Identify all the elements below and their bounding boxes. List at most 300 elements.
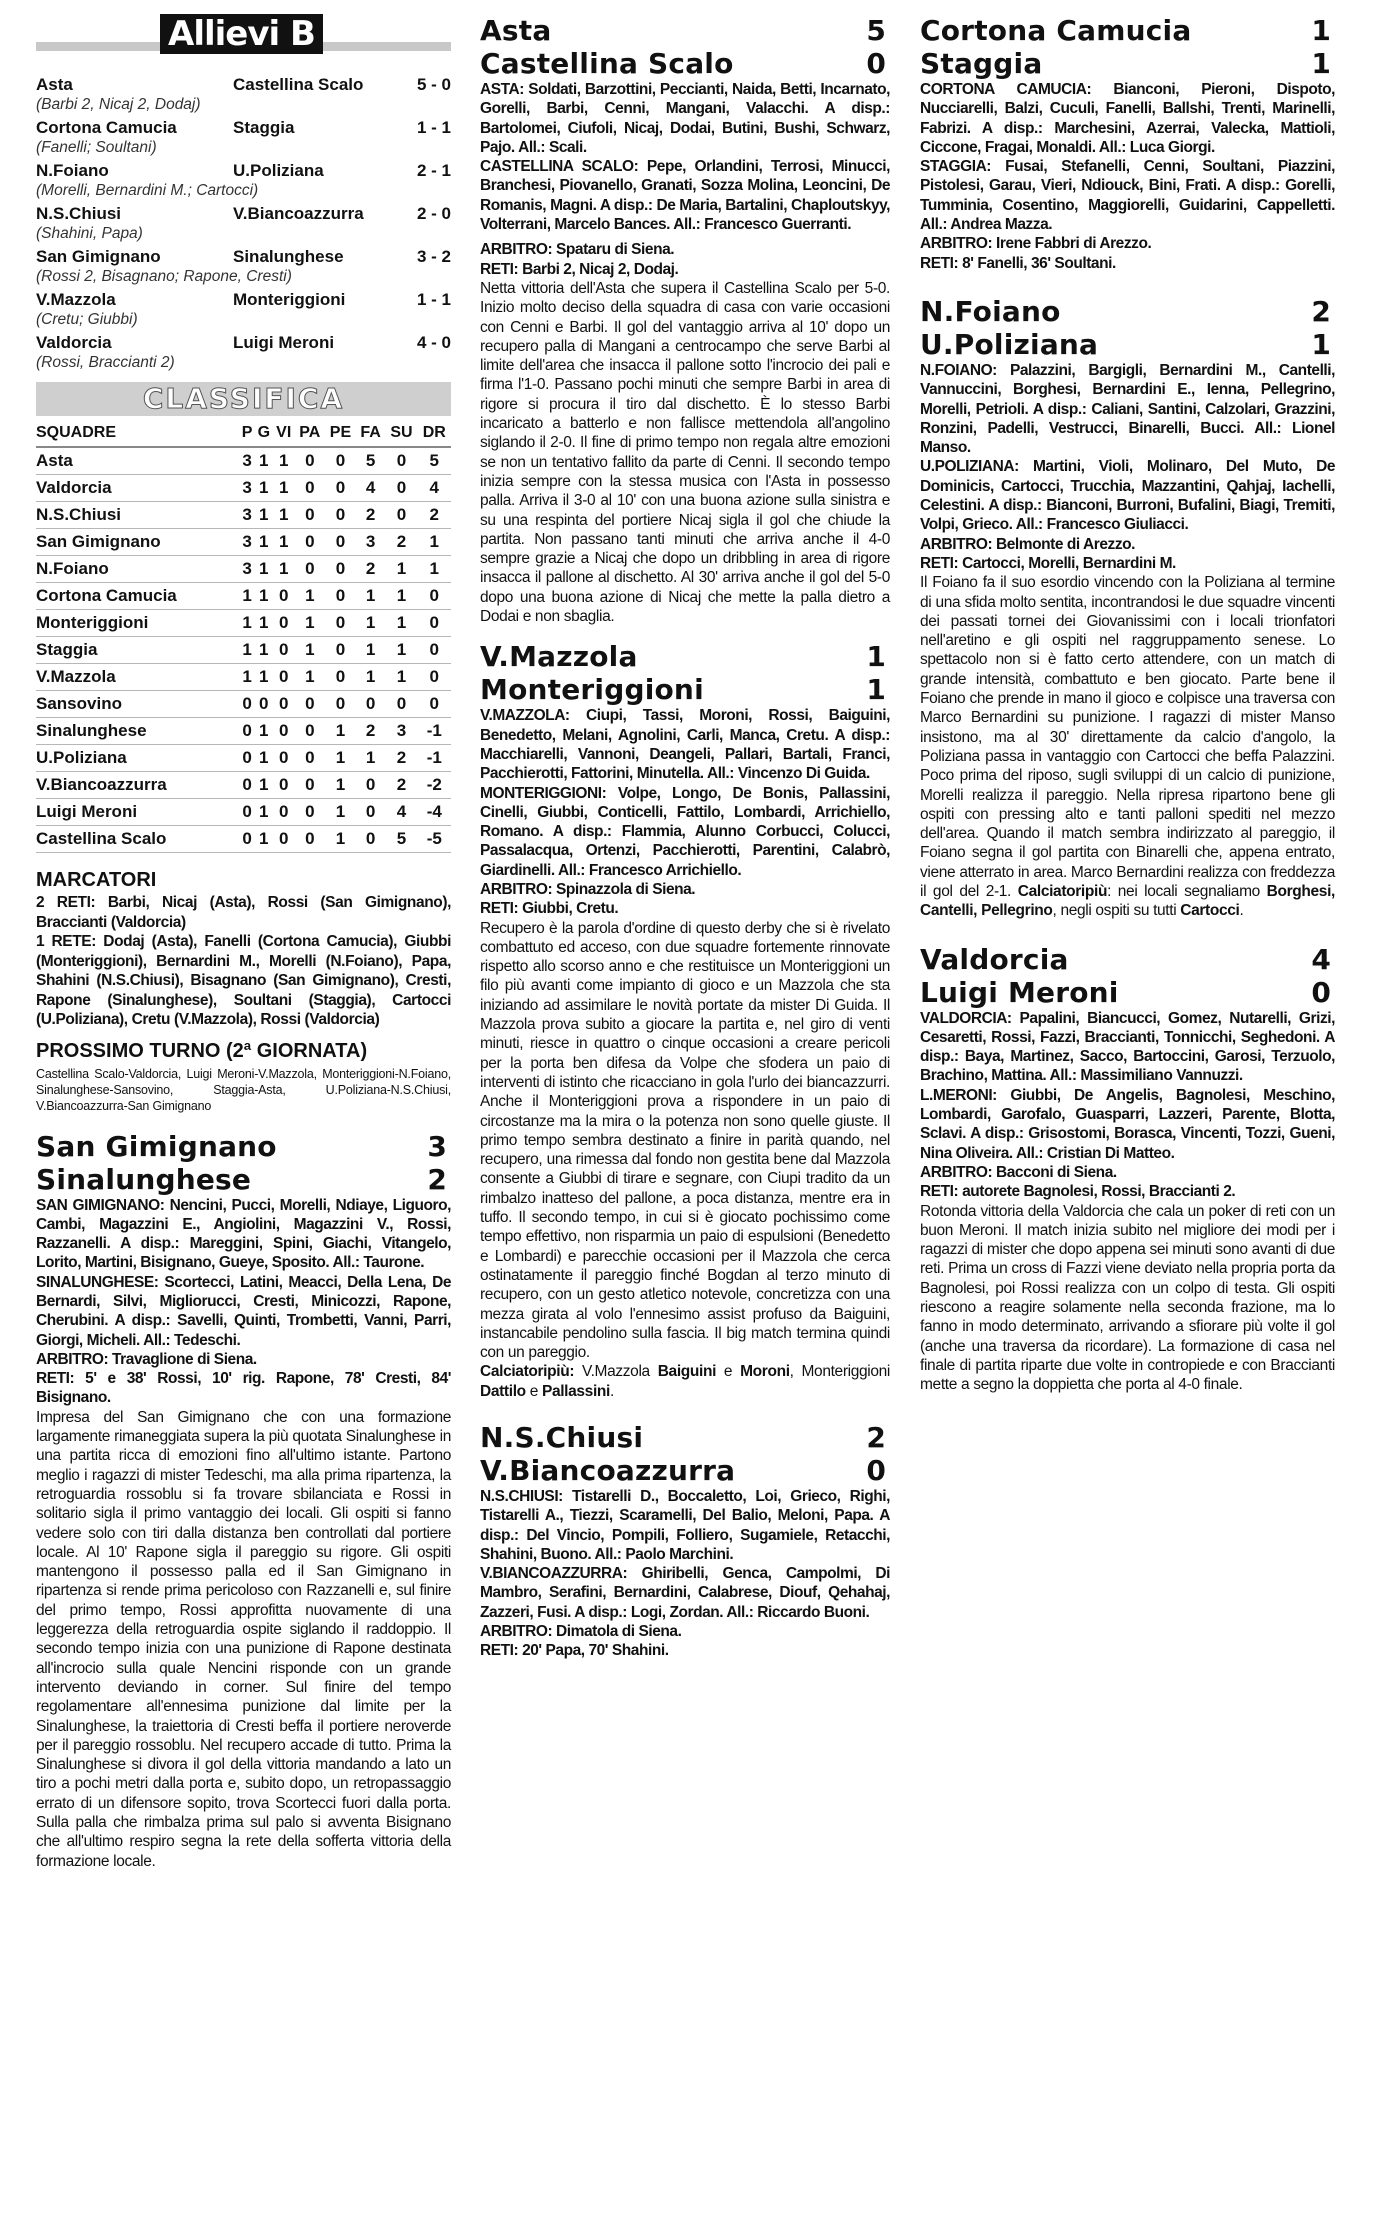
result-score: 1 - 1: [416, 118, 451, 137]
allievi-banner: [36, 14, 451, 54]
team-score: 5: [866, 14, 886, 47]
standings-cell: 2: [418, 502, 451, 529]
standings-row: [36, 610, 451, 637]
standings-cell: 0: [273, 826, 295, 853]
result-home: Valdorcia: [36, 333, 112, 352]
standings-cell: 1: [255, 610, 273, 637]
match-report: Impresa del San Gimignano che con una formazione largamente rimaneggiata supera la più quotata Sinalunghese in una partita ricca di emozioni fino all'ultimo istante. Partono meglio i ragazzi di mister Tedeschi, ma alla prima ripartenza, la retroguardia rossoblu si fa trovare sbilanciata e Rossi in solitario sigla il primo vantaggio dei locali. Gli ospiti si fanno vedere solo con tiri dalla distanza ben controllati dal portiere locale. Al 10' Rapone sigla il pareggio su rigore. Gli ospiti mantengono il possesso palla ed il San Gimignano in ripartenza si rende prima pericoloso con Razzanelli e, sul finire del primo tempo, Rossi approfitta nuovamente di una leggerezza della retroguardia ospite siglando il raddoppio. Il secondo tempo inizia con una punizione di Rapone destinata all'incrocio sulla quale Nencini risponde con un grande intervento deviando in corner. Sul finire del tempo regolamentare all'ennesima punizione dal limite per la Sinalunghese, la traiettoria di Cresti beffa il portiere neroverde per il pareggio rossoblu. Nel recupero accade di tutto. Prima la Sinalunghese si divora il gol della vittoria mandando a lato un tiro a pochi metri dalla porta e, subito dopo, un retropassaggio errato di un difensore sopito, trova Scortecci fuori dalla porta. Sulla palla che rimbalza prima sul palo si avventa Bisignano che all'ultimo respiro segna la rete della sofferta vittoria della formazione locale.: [36, 1408, 451, 1870]
standings-col-header: PA: [295, 420, 325, 447]
team-score: 1: [866, 640, 886, 674]
standings-cell: 0: [418, 664, 451, 691]
standings-cell: 0: [325, 691, 356, 718]
standings-row: [36, 826, 451, 853]
standings-col-header: DR: [418, 420, 451, 447]
standings-cell: 0: [239, 718, 254, 745]
standings-header: [36, 420, 451, 447]
cp-text: : nei locali segnaliamo: [1107, 882, 1267, 900]
team-name: Luigi Meroni: [920, 975, 1119, 1009]
classifica-title: CLASSIFICA: [142, 382, 345, 415]
prossimo-title: PROSSIMO TURNO (2ª GIORNATA): [36, 1039, 368, 1062]
standings-cell: 0: [356, 772, 386, 799]
result-row: [36, 289, 451, 310]
standings-cell: 1: [255, 447, 273, 475]
standings-row: [36, 529, 451, 556]
lineup-home: SAN GIMIGNANO: Nencini, Pucci, Morelli, Ndiaye, Liguoro, Cambi, Magazzini E., Angiolini, Magazzini V., Rossi, Razzanelli. A disp.: Mareggini, Spini, Giachi, Vitangelo, Lorito, Martini, Bisignano, Gueye, Sposito. All.: Taurone.: [36, 1196, 451, 1272]
result-home: V.Mazzola: [36, 290, 116, 309]
standings-cell: 1: [273, 556, 295, 583]
standings-cell: 1: [255, 556, 273, 583]
standings-row: [36, 475, 451, 502]
standings-cell: 0: [325, 583, 356, 610]
match-report: Recupero è la parola d'ordine di questo derby che si è rivelato combattuto ed acceso, con due squadre fortemente rinnovate rispetto allo scorso anno e che restituisce un Monteriggioni un filo più avanti come impianto di gioco e un Mazzola che sta iniziando ad assimilare le novità portate da mister Di Guida. Il Mazzola prova subito a giocare la partita e, nel giro di venti minuti, riesce in quattro o cinque occasioni a creare pericoli per la porta ben difesa da Volpe che sfodera un paio di interventi di istinto che ricacciano in gola l'urlo dei biancazzurri. Anche il Monteriggioni prova a rispondere in un paio di circostanze ma la mira o la potenza non sono quelle giuste. Il primo tempo sembra destinato a finire in parità quando, nel recupero, una rimessa dal fondo non gestita bene dal Mazzola consente a Giubbi di tirare e segnare, con Ciupi tradito da un rimbalzo inatteso del pallone, a poca distanza, mentre era in tuffo. Il secondo tempo, in cui si è giocato pochissimo come tempo effettivo, non risparmia un paio di espulsioni (Benedetto e Lombardi) e parecchie occasioni per il Mazzola che cerca ostinatamente il pareggio finché Bogdan al terzo minuto di recupero, con un gesto atletico notevole, concretizza con una mezza girata al volo l'ennesimo assist profuso da Baiguini, instancabile pendolino sulla fascia. Il big match termina quindi con un pareggio.: [480, 919, 890, 1362]
team-name: V.Biancoazzurra: [480, 1454, 736, 1487]
match-report: Netta vittoria dell'Asta che supera il Castellina Scalo per 5-0. Inizio molto deciso della squadra di casa con varie occasioni con Cenni e Barbi. Il gol del vantaggio arriva al 10' dopo un recupero palla di Mangani a centrocampo che serve Barbi al limite dell'area che insacca il pallone sotto l'incrocio dei pali e firma l'1-0. Passano pochi minuti che sempre Barbi in area di rigore si procura il tiro dal dischetto. È lo stesso Barbi incaricato a batterlo e non fallisce mettendola all'angolino siglando il 2-0. Il fine di primo tempo non regala altre emozioni se non un tentativo fallito da parte di Cenni. Il secondo tempo inizia sempre con la stessa musica con l'Asta in possesso palla. Arriva il 3-0 al 10' con una buona azione sulla sinistra e su una respinta del portiere Nicaj sigla il gol che chiude la partita. Non passano tanti minuti che arriva anche il 4-0 sempre grazie a Nicaj che dopo un dribbling in area di rigore insacca il pallone al dischetto. Al 30' arriva anche il gol del 5-0 dopo una buona azione di Nicaj che mette la palla dietro a Dodai e non sbaglia.: [480, 279, 890, 626]
standings-cell: 0: [325, 475, 356, 502]
standings-cell: 1: [325, 772, 356, 799]
results-list: [36, 74, 451, 372]
lineup-away: CASTELLINA SCALO: Pepe, Orlandini, Terrosi, Minucci, Branchesi, Piovanello, Granati, Sozza Molina, Leoncini, De Romanis, Magni. A disp.: De Maria, Bartalini, Chaploutskyy, Volterrani, Marcelo Bances. All.: Francesco Guerranti.: [480, 158, 890, 234]
match-valdorcia-away: [920, 976, 1335, 1009]
standings-cell: 0: [273, 799, 295, 826]
standings-cell: 1: [356, 583, 386, 610]
standings-cell: 1: [385, 664, 417, 691]
standings-cell: 1: [255, 475, 273, 502]
result-row: [36, 74, 451, 95]
allievi-title: Allievi B: [160, 14, 323, 54]
standings-row: [36, 502, 451, 529]
standings-row: [36, 799, 451, 826]
standings-cell: 4: [356, 475, 386, 502]
standings-cell: 1: [255, 718, 273, 745]
standings-cell: 0: [239, 772, 254, 799]
standings-cell: 0: [385, 475, 417, 502]
standings-cell: 1: [325, 745, 356, 772]
standings-team: N.S.Chiusi: [36, 502, 239, 529]
result-away: V.Biancoazzurra: [233, 204, 364, 223]
match-asta-away: [480, 47, 890, 80]
standings-cell: 0: [325, 447, 356, 475]
match-mazzola-home: [480, 640, 890, 673]
standings-cell: 1: [273, 529, 295, 556]
standings-cell: 5: [356, 447, 386, 475]
cp-text: .: [1239, 902, 1244, 920]
lineup-home: ASTA: Soldati, Barzottini, Peccianti, Naida, Betti, Incarnato, Gorelli, Barbi, Cenni, Mangani, Valacchi. A disp.: Bartolomei, Ciufoli, Nicaj, Dodai, Butini, Bushi, Schwarz, Pajo. All.: Scali.: [480, 81, 890, 156]
standings-cell: 0: [273, 664, 295, 691]
standings-cell: 1: [295, 637, 325, 664]
cp-player: Moroni: [740, 1363, 790, 1381]
standings-cell: 0: [385, 447, 417, 475]
standings-cell: 0: [295, 502, 325, 529]
standings-cell: 1: [239, 664, 254, 691]
standings-cell: 1: [255, 772, 273, 799]
standings-cell: 0: [239, 826, 254, 853]
lineup-home: CORTONA CAMUCIA: Bianconi, Pieroni, Dispoto, Nucciarelli, Balzi, Cuculi, Fanelli, Ballshi, Trenti, Marinelli, Fabrizi. A disp.: Marchesini, Azerrai, Valecka, Mattioli, Ciccone, Fragai, Monaldi. All.: Luca Giorgi.: [920, 81, 1335, 156]
team-name: Staggia: [920, 47, 1043, 80]
reti: RETI: 5' e 38' Rossi, 10' rig. Rapone, 78' Cresti, 84' Bisignano.: [36, 1370, 451, 1407]
standings-cell: -5: [418, 826, 451, 853]
standings-cell: 3: [239, 475, 254, 502]
classifica-banner: [36, 382, 451, 416]
standings-cell: 0: [325, 664, 356, 691]
standings-team: U.Poliziana: [36, 745, 239, 772]
match-report: [920, 573, 1335, 920]
result-scorers: (Cretu; Giubbi): [36, 311, 138, 328]
standings-cell: 1: [356, 610, 386, 637]
standings-cell: 3: [385, 718, 417, 745]
cp-text: , Monteriggioni: [789, 1363, 891, 1381]
standings-cell: 0: [418, 583, 451, 610]
result-row: [36, 332, 451, 353]
team-score: 2: [866, 1421, 886, 1454]
team-score: 2: [1311, 294, 1331, 328]
standings-cell: 0: [325, 637, 356, 664]
result-score: 3 - 2: [416, 247, 451, 266]
standings-cell: 1: [239, 637, 254, 664]
standings-row: [36, 772, 451, 799]
standings-cell: 1: [356, 664, 386, 691]
standings-cell: 0: [273, 745, 295, 772]
standings-cell: 1: [255, 637, 273, 664]
standings-col-header: SQUADRE: [36, 420, 239, 447]
standings-cell: 1: [418, 529, 451, 556]
standings-cell: 1: [239, 583, 254, 610]
result-away: Monteriggioni: [233, 290, 346, 309]
result-home: Asta: [36, 75, 73, 94]
team-name: Cortona Camucia: [920, 14, 1192, 47]
result-scorers: (Rossi, Braccianti 2): [36, 354, 175, 371]
standings-cell: 1: [356, 745, 386, 772]
arbitro: ARBITRO: Irene Fabbri di Arezzo.: [920, 235, 1152, 253]
standings-cell: 1: [273, 502, 295, 529]
standings-team: Castellina Scalo: [36, 826, 239, 853]
standings-cell: 1: [255, 799, 273, 826]
standings-cell: 0: [295, 529, 325, 556]
team-name: Monteriggioni: [480, 673, 704, 707]
standings-team: Luigi Meroni: [36, 799, 239, 826]
standings-cell: 1: [255, 664, 273, 691]
result-home: San Gimignano: [36, 247, 161, 266]
team-score: 1: [1311, 47, 1331, 80]
reti: RETI: autorete Bagnolesi, Rossi, Braccianti 2.: [920, 1183, 1236, 1201]
standings-cell: -4: [418, 799, 451, 826]
standings-row: [36, 556, 451, 583]
lineup-away: MONTERIGGIONI: Volpe, Longo, De Bonis, Pallassini, Cinelli, Giubbi, Conticelli, Fattilo, Lombardi, Arrichiello, Romano. A disp.: Flammia, Alunno Corbucci, Colucci, Passalacqua, Ortenzi, Pacchierotti, Parentini, Calabrò, Giardinelli. All.: Francesco Arrichiello.: [480, 784, 890, 879]
standings-cell: 0: [385, 502, 417, 529]
standings-cell: 2: [356, 502, 386, 529]
report-text: Il Foiano fa il suo esordio vincendo con la Poliziana al termine di una sfida molto sentita, incontrandosi le due squadre vincenti dei passati tornei dei Giovanissimi con i locali trionfatori nell'aretino e gli ospiti nel raggruppamento senese. Lo spettacolo non si è fatto certo attendere, con un match di grande intensità, combattuto e ben giocato. Parte bene il Foiano che prende in mano il gioco e colpisce una traversa con Marco Bernardini su punizione. I ragazzi di mister Manso insistono, ma al 30' direttamente da calcio d'angolo, la Poliziana passa in vantaggio con Cartocci che beffa Palazzini. Poco prima del riposo, sugli sviluppi di un calcio di punizione, Morelli realizza il pareggio. Nella ripresa ripartono bene gli ospiti con pressing alto e tanti palloni spediti nel mezzo dell'area. Quando il match sembra indirizzato al pareggio, il Foiano segna il gol partita con Binarelli che, appena entrato, viene atterrato in area. Marco Bernardini realizza con freddezza il gol del 2-1.: [920, 574, 1335, 900]
standings-cell: 1: [385, 556, 417, 583]
standings-cell: 1: [255, 529, 273, 556]
match-foiano-away: [920, 328, 1335, 361]
standings-col-header: G: [255, 420, 273, 447]
match-asta-home: [480, 14, 890, 47]
team-name: N.Foiano: [920, 294, 1061, 328]
standings-body: [36, 447, 451, 853]
standings-cell: 0: [356, 826, 386, 853]
cp-player: Pallassini: [541, 1382, 610, 1400]
marcatori-title: MARCATORI: [36, 869, 157, 891]
standings-cell: 1: [385, 610, 417, 637]
standings-cell: 4: [385, 799, 417, 826]
standings-cell: 5: [418, 447, 451, 475]
reti: RETI: Cartocci, Morelli, Bernardini M.: [920, 554, 1176, 572]
standings-cell: -1: [418, 745, 451, 772]
team-name: Asta: [480, 14, 552, 47]
standings-col-header: PE: [325, 420, 356, 447]
standings-cell: 0: [356, 799, 386, 826]
standings-cell: 1: [255, 745, 273, 772]
arbitro: ARBITRO: Belmonte di Arezzo.: [920, 535, 1136, 553]
lineup-away: SINALUNGHESE: Scortecci, Latini, Meacci, Della Lena, De Bernardi, Silvi, Migliorucci, Cresti, Minicozzi, Rapone, Cherubini. A disp.: Savelli, Quinti, Trombetti, Vanni, Parri, Giorgi, Micheli. All.: Tedeschi.: [36, 1273, 451, 1349]
team-score: 4: [1311, 942, 1331, 976]
standings-cell: 0: [239, 745, 254, 772]
lineup-home: N.FOIANO: Palazzini, Bargigli, Bernardini M., Cantelli, Vannuccini, Borghesi, Bernardini E., Ienna, Pellegrino, Morelli, Petrioli. A disp.: Caliani, Santini, Calzolari, Grazzini, Ronzini, Padelli, Vestrucci, Binarelli, Bucci. All.: Lionel Manso.: [920, 361, 1335, 457]
result-row: [36, 117, 451, 138]
calciatoripiu: [480, 1362, 890, 1401]
standings-col-header: P: [239, 420, 254, 447]
standings-team: N.Foiano: [36, 556, 239, 583]
standings-cell: 1: [325, 718, 356, 745]
cp-text: e: [525, 1382, 542, 1400]
cp-player: Baiguini: [657, 1363, 717, 1381]
arbitro: ARBITRO: Spataru di Siena.: [480, 241, 675, 259]
standings-cell: 0: [239, 799, 254, 826]
result-score: 2 - 0: [416, 204, 451, 223]
standings-cell: 0: [295, 475, 325, 502]
reti: RETI: 20' Papa, 70' Shahini.: [480, 1642, 669, 1660]
standings-cell: 0: [255, 691, 273, 718]
standings-cell: 1: [295, 583, 325, 610]
standings-cell: 0: [295, 799, 325, 826]
standings-cell: 0: [295, 556, 325, 583]
standings-team: Cortona Camucia: [36, 583, 239, 610]
standings-team: Valdorcia: [36, 475, 239, 502]
reti: RETI: Giubbi, Cretu.: [480, 900, 619, 918]
standings-cell: 1: [385, 583, 417, 610]
standings-cell: 4: [418, 475, 451, 502]
result-home: N.S.Chiusi: [36, 204, 122, 223]
standings-cell: 1: [255, 502, 273, 529]
standings-cell: 2: [385, 772, 417, 799]
team-name: San Gimignano: [36, 1129, 277, 1163]
standings-cell: 0: [273, 691, 295, 718]
standings-cell: 0: [273, 718, 295, 745]
result-home: Cortona Camucia: [36, 118, 177, 137]
standings-team: V.Mazzola: [36, 664, 239, 691]
calciatoripiu-label: Calciatoripiù:: [480, 1363, 575, 1381]
standings-cell: 0: [273, 772, 295, 799]
standings-cell: 1: [255, 583, 273, 610]
result-scorers: (Morelli, Bernardini M.; Cartocci): [36, 182, 259, 199]
prossimo-text: Castellina Scalo-Valdorcia, Luigi Meroni-V.Mazzola, Monteriggioni-N.Foiano, Sinalunghese-Sansovino, Staggia-Asta, U.Poliziana-N.S.Chiusi, V.Biancoazzurra-San Gimignano: [36, 1066, 451, 1113]
standings-cell: 1: [255, 826, 273, 853]
standings-cell: 0: [325, 556, 356, 583]
team-score: 1: [866, 673, 886, 707]
team-name: U.Poliziana: [920, 327, 1099, 361]
standings-cell: 0: [418, 691, 451, 718]
standings-col-header: SU: [385, 420, 417, 447]
team-name: V.Mazzola: [480, 640, 638, 674]
standings-team: Monteriggioni: [36, 610, 239, 637]
standings-cell: 0: [418, 610, 451, 637]
standings-cell: 0: [385, 691, 417, 718]
match-foiano-home: [920, 295, 1335, 328]
standings-cell: 0: [295, 772, 325, 799]
standings-cell: 3: [239, 502, 254, 529]
standings-cell: 3: [239, 529, 254, 556]
team-score: 0: [1311, 975, 1331, 1009]
result-row: [36, 246, 451, 267]
match-cortona-home: [920, 14, 1335, 47]
standings-team: V.Biancoazzurra: [36, 772, 239, 799]
standings-cell: 0: [295, 447, 325, 475]
arbitro: ARBITRO: Dimatola di Siena.: [480, 1623, 682, 1641]
lineup-home: N.S.CHIUSI: Tistarelli D., Boccaletto, Loi, Grieco, Righi, Tistarelli A., Tiezzi, Scaramelli, Del Balio, Meloni, Papa. A disp.: Del Vincio, Pompili, Folliero, Sugamiele, Retacchi, Shahini, Buono. All.: Paolo Marchini.: [480, 1488, 890, 1563]
standings-cell: 2: [356, 556, 386, 583]
standings-table: [36, 420, 451, 853]
team-score: 0: [866, 47, 886, 80]
standings-cell: 0: [325, 529, 356, 556]
lineup-home: V.MAZZOLA: Ciupi, Tassi, Moroni, Rossi, Baiguini, Benedetto, Melani, Agnolini, Carli, Manca, Cretu. A disp.: Macchiarelli, Vannoni, Deangeli, Pallari, Bartali, Franci, Pacchierotti, Fattorini, Minutella. All.: Vincenzo Di Guida.: [480, 707, 890, 783]
standings-cell: 0: [295, 826, 325, 853]
column-right: [920, 14, 1335, 1395]
result-scorers: (Rossi 2, Bisagnano; Rapone, Cresti): [36, 268, 292, 285]
lineup-away: STAGGIA: Fusai, Stefanelli, Cenni, Soultani, Piazzini, Pistolesi, Garau, Vieri, Ndiouck, Bini, Frati. A disp.: Gorelli, Tumminia, Cosentino, Maggiorelli, Guidarini, Cappelletti. All.: Andrea Mazza.: [920, 158, 1335, 234]
standings-row: [36, 447, 451, 475]
result-score: 4 - 0: [416, 333, 451, 352]
standings-cell: 3: [239, 447, 254, 475]
standings-cell: 1: [418, 556, 451, 583]
arbitro: ARBITRO: Spinazzola di Siena.: [480, 880, 696, 898]
standings-cell: -1: [418, 718, 451, 745]
standings-team: Sinalunghese: [36, 718, 239, 745]
result-away: Luigi Meroni: [233, 333, 335, 352]
column-left: [36, 14, 451, 1871]
standings-cell: 0: [325, 610, 356, 637]
standings-cell: 0: [418, 637, 451, 664]
match-sangim-home: [36, 1130, 451, 1163]
standings-row: [36, 583, 451, 610]
lineup-away: V.BIANCOAZZURRA: Ghiribelli, Genca, Campolmi, Di Mambro, Serafini, Bernardini, Calabrese, Diouf, Qehahaj, Zazzeri, Fusi. A disp.: Logi, Zordan. All.: Riccardo Buoni.: [480, 1565, 890, 1621]
standings-cell: 0: [295, 718, 325, 745]
standings-cell: 0: [295, 691, 325, 718]
standings-cell: 0: [356, 691, 386, 718]
standings-cell: 1: [273, 447, 295, 475]
result-score: 1 - 1: [416, 290, 451, 309]
team-name: N.S.Chiusi: [480, 1421, 644, 1454]
cp-text: .: [609, 1382, 614, 1400]
result-score: 5 - 0: [416, 75, 451, 94]
result-home: N.Foiano: [36, 161, 109, 180]
standings-cell: 0: [273, 637, 295, 664]
standings-cell: 1: [273, 475, 295, 502]
standings-col-header: FA: [356, 420, 386, 447]
team-score: 1: [1311, 327, 1331, 361]
standings-team: Sansovino: [36, 691, 239, 718]
standings-cell: 1: [239, 610, 254, 637]
standings-cell: 1: [356, 637, 386, 664]
match-sangim-away: [36, 1163, 451, 1196]
reti: RETI: Barbi 2, Nicaj 2, Dodaj.: [480, 260, 679, 278]
lineup-away: L.MERONI: Giubbi, De Angelis, Bagnolesi, Meschino, Lombardi, Garofalo, Guasparri, Lazzeri, Parente, Blotta, Sclavi. A disp.: Grisostomi, Borasca, Vincenti, Tozzi, Gueni, Nina Oliveira. All.: Cristian Di Matteo.: [920, 1086, 1335, 1162]
standings-cell: 2: [385, 529, 417, 556]
arbitro: ARBITRO: Travaglione di Siena.: [36, 1350, 257, 1368]
standings-cell: 2: [356, 718, 386, 745]
marcatori-one-goal: 1 RETE: Dodaj (Asta), Fanelli (Cortona Camucia), Giubbi (Monteriggioni), Bernardini M., Morelli (N.Foiano), Papa, Shahini (N.S.Chiusi), Bisagnano (San Gimignano), Cresti, Rapone (Sinalunghese), Soultani (Staggia), Cartocci (U.Poliziana), Cretu (V.Mazzola), Rossi (Valdorcia): [36, 933, 451, 1028]
standings-cell: 1: [325, 799, 356, 826]
result-scorers: (Shahini, Papa): [36, 225, 143, 242]
result-away: U.Poliziana: [233, 161, 324, 180]
standings-cell: 0: [239, 691, 254, 718]
column-middle: [480, 14, 890, 1661]
standings-cell: 3: [356, 529, 386, 556]
match-chiusi-away: [480, 1454, 890, 1487]
standings-row: [36, 637, 451, 664]
standings-team: Asta: [36, 447, 239, 475]
team-score: 1: [1311, 14, 1331, 47]
result-away: Castellina Scalo: [233, 75, 364, 94]
calciatoripiu-label: Calciatoripiù: [1017, 882, 1108, 900]
match-valdorcia-home: [920, 943, 1335, 976]
standings-cell: 0: [273, 610, 295, 637]
team-score: 3: [427, 1129, 447, 1163]
cp-text: e: [716, 1363, 741, 1381]
standings-cell: 5: [385, 826, 417, 853]
team-name: Castellina Scalo: [480, 47, 734, 80]
standings-row: [36, 664, 451, 691]
match-chiusi-home: [480, 1421, 890, 1454]
cp-player: Dattilo: [480, 1382, 526, 1400]
standings-cell: -2: [418, 772, 451, 799]
result-row: [36, 160, 451, 181]
cp-player: Cartocci: [1180, 902, 1240, 920]
team-name: Sinalunghese: [36, 1162, 252, 1196]
team-score: 2: [427, 1162, 447, 1196]
result-away: Staggia: [233, 118, 295, 137]
result-scorers: (Barbi 2, Nicaj 2, Dodaj): [36, 96, 201, 113]
arbitro: ARBITRO: Bacconi di Siena.: [920, 1163, 1117, 1181]
cp-player: Borghesi, Cantelli, Pellegrino: [920, 882, 1335, 920]
standings-cell: 1: [325, 826, 356, 853]
match-cortona-away: [920, 47, 1335, 80]
standings-cell: 0: [295, 745, 325, 772]
team-name: Valdorcia: [920, 942, 1069, 976]
lineup-away: U.POLIZIANA: Martini, Violi, Molinaro, Del Muto, De Dominicis, Cartocci, Trucchia, Mazzantini, Qahjaj, Iachelli, Celestini. A disp.: Bianconi, Burroni, Bufalini, Biagi, Tremiti, Volpi, Grieco. All.: Francesco Giuliacci.: [920, 458, 1335, 534]
standings-cell: 1: [295, 610, 325, 637]
lineup-home: VALDORCIA: Papalini, Biancucci, Gomez, Nutarelli, Grizi, Cesaretti, Rossi, Fazzi, Braccianti, Tonnicchi, Seghedoni. A disp.: Baya, Martinez, Sacco, Bartoccini, Garosi, Terzuolo, Brachino, Mattina. All.: Massimiliano Vannuzzi.: [920, 1009, 1335, 1085]
standings-cell: 0: [273, 583, 295, 610]
result-row: [36, 203, 451, 224]
standings-row: [36, 718, 451, 745]
cp-text: V.Mazzola: [574, 1363, 658, 1381]
match-report: Rotonda vittoria della Valdorcia che cala un poker di reti con un buon Meroni. Il match inizia subito nel migliore dei modi per i ragazzi di mister che dopo appena sei minuti sono avanti di due reti. Prima un cross di Fazzi viene deviato nella propria porta da Bagnolesi, poi Rossi realizza con un colpo di testa. Gli ospiti riescono a reagire solamente nella seconda frazione, ma lo fanno in modo determinato, arrivando a sfiorare più volte il gol (anche una traversa da ricordare). La formazione di casa nel finale di partita riparte due volte in contropiede e con Braccianti mette a segno la doppietta che porta al 4-0 finale.: [920, 1202, 1335, 1394]
standings-team: San Gimignano: [36, 529, 239, 556]
result-scorers: (Fanelli; Soultani): [36, 139, 157, 156]
standings-row: [36, 745, 451, 772]
marcatori-two-goals: 2 RETI: Barbi, Nicaj (Asta), Rossi (San Gimignano), Braccianti (Valdorcia): [36, 894, 451, 931]
standings-col-header: VI: [273, 420, 295, 447]
standings-team: Staggia: [36, 637, 239, 664]
match-mazzola-away: [480, 673, 890, 706]
result-away: Sinalunghese: [233, 247, 344, 266]
standings-cell: 2: [385, 745, 417, 772]
reti: RETI: 8' Fanelli, 36' Soultani.: [920, 254, 1116, 272]
team-score: 0: [866, 1454, 886, 1487]
cp-text: , negli ospiti su tutti: [1052, 902, 1181, 920]
standings-row: [36, 691, 451, 718]
result-score: 2 - 1: [416, 161, 451, 180]
standings-cell: 3: [239, 556, 254, 583]
